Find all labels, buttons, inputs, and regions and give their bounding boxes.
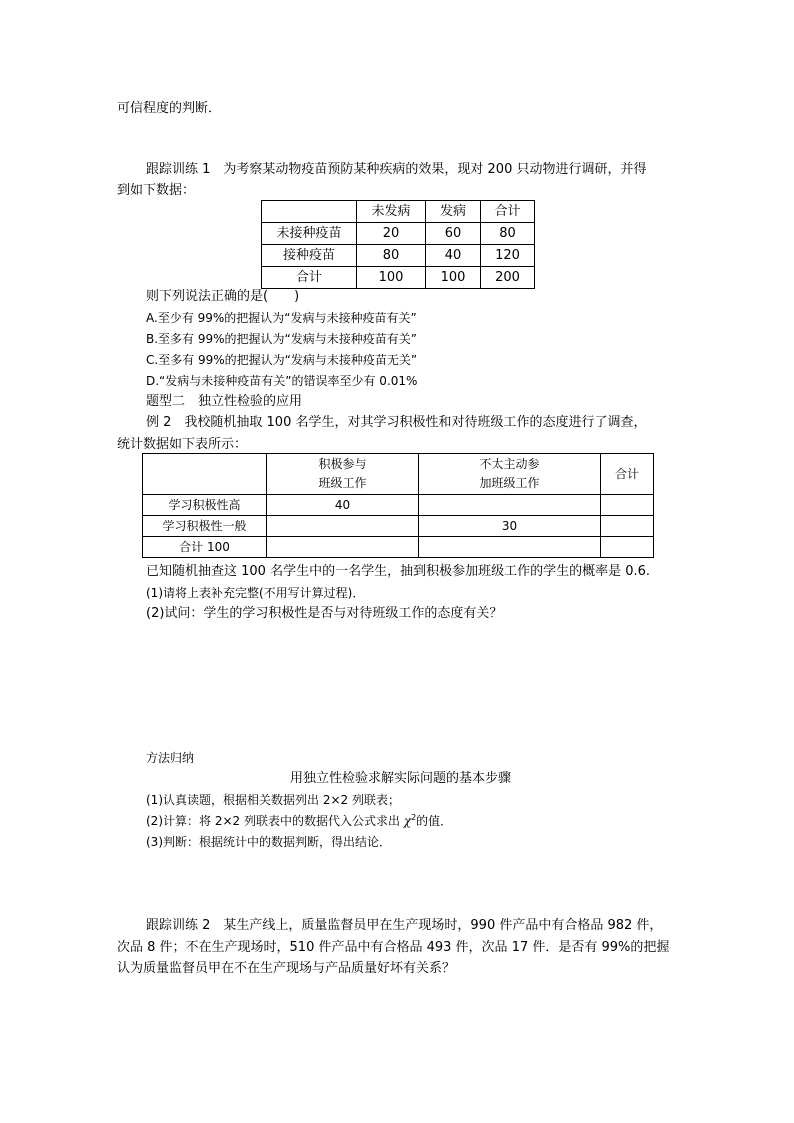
section2-title: 题型二 独立性检验的应用: [146, 394, 303, 409]
training1-question: 则下列说法正确的是( ): [146, 289, 300, 304]
training2-line3: 认为质量监督员甲在不在生产现场与产品质量好坏有关系？: [117, 961, 456, 976]
method-step2-text: (2)计算：将 2×2 列联表中的数据代入公式求出: [146, 814, 404, 828]
example2-line1: 例 2 我校随机抽取 100 名学生，对其学习积极性和对待班级工作的态度进行了调查，: [146, 415, 647, 430]
table2-header-active-line1: 积极参与: [318, 457, 367, 471]
example2-line2: 统计数据如下表所示：: [117, 437, 248, 452]
example2-given: 已知随机抽查这 100 名学生中的一名学生，抽到积极参加班级工作的学生的概率是 0.6.: [146, 564, 651, 579]
chi-symbol: χ: [403, 814, 412, 828]
table2-row-label: 学习积极性高: [143, 495, 267, 516]
table1-header-empty: [262, 201, 357, 223]
chi-superscript: 2: [411, 813, 417, 822]
option-c: C.至多有 99%的把握认为“发病与未接种疫苗无关”: [146, 353, 418, 367]
table1-header-sick: 发病: [426, 201, 481, 223]
table2-row-label: 合计 100: [143, 537, 267, 558]
example2-table: [142, 453, 654, 558]
training1-line2: 到如下数据：: [117, 183, 196, 198]
table1-row-label: 接种疫苗: [262, 245, 357, 267]
table2-row-label: 学习积极性一般: [143, 516, 267, 537]
option-b: B.至多有 99%的把握认为“发病与未接种疫苗有关”: [146, 332, 417, 346]
table1-cell: 120: [481, 245, 535, 267]
table1-row-label: 未接种疫苗: [262, 223, 357, 245]
method-title: 用独立性检验求解实际问题的基本步骤: [290, 771, 512, 786]
table1-cell: 60: [426, 223, 481, 245]
method-step3: (3)判断：根据统计中的数据判断，得出结论．: [146, 835, 391, 849]
table1-cell: 200: [481, 267, 535, 289]
intro-line: 可信程度的判断．: [117, 101, 222, 116]
table2-header-total: 合计: [601, 454, 654, 495]
table2-cell: [419, 495, 601, 516]
table2-cell: [601, 537, 654, 558]
table1-header-not-sick: 未发病: [357, 201, 426, 223]
example2-q2: (2)试问：学生的学习积极性是否与对待班级工作的态度有关？: [146, 606, 503, 621]
table1-cell: 100: [426, 267, 481, 289]
table2-cell: [419, 537, 601, 558]
table2-cell: [267, 537, 419, 558]
option-a: A.至少有 99%的把握认为“发病与未接种疫苗有关”: [146, 311, 417, 325]
table1-row-label: 合计: [262, 267, 357, 289]
table1-cell: 20: [357, 223, 426, 245]
method-step1: (1)认真读题，根据相关数据列出 2×2 列联表；: [146, 793, 400, 807]
training2-line1: 跟踪训练 2 某生产线上，质量监督员甲在生产现场时，990 件产品中有合格品 982 件，: [146, 918, 663, 933]
table1-cell: 80: [357, 245, 426, 267]
method-step2: [146, 813, 452, 829]
table2-header-passive: [419, 454, 601, 495]
training1-table: [261, 200, 535, 289]
table2-cell: [267, 516, 419, 537]
table2-header-active: [267, 454, 419, 495]
table1-cell: 40: [426, 245, 481, 267]
training1-line1: 跟踪训练 1 为考察某动物疫苗预防某种疾病的效果，现对 200 只动物进行调研，并得: [146, 162, 647, 177]
table2-cell: [601, 516, 654, 537]
table2-header-passive-line1: 不太主动参: [479, 457, 540, 471]
table2-header-empty: [143, 454, 267, 495]
table2-cell: 30: [419, 516, 601, 537]
table2-cell: [601, 495, 654, 516]
table2-header-passive-line2: 加班级工作: [479, 476, 540, 490]
training2-line2: 次品 8 件；不在生产现场时，510 件产品中有合格品 493 件，次品 17 件．是否有 99%的把握: [117, 940, 670, 955]
table2-header-active-line2: 班级工作: [318, 476, 367, 490]
example2-q1: (1)请将上表补充完整(不用写计算过程)．: [146, 586, 365, 600]
method-label: 方法归纳: [146, 751, 195, 765]
table2-cell: 40: [267, 495, 419, 516]
table1-header-total: 合计: [481, 201, 535, 223]
option-d: D.“发病与未接种疫苗有关”的错误率至少有 0.01%: [146, 374, 418, 388]
method-step2-tail: 的值．: [416, 814, 453, 828]
table1-cell: 80: [481, 223, 535, 245]
table1-cell: 100: [357, 267, 426, 289]
